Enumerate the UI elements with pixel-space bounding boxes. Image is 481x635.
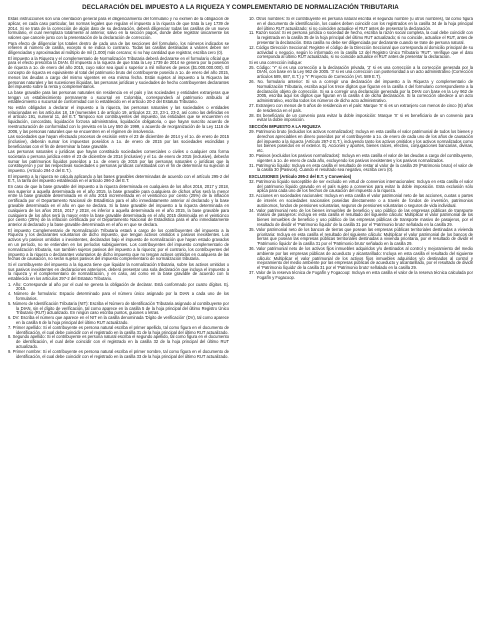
- field-instruction: 5. Número de Identificación Tributaria (NIT): Escriba el Número de Identificación Tributaria asignado al contribuyente por la DIAN, sin el dígito de verificación, tal como aparece en la casilla 5 de la hoja principal del último Registro Único Tributario (RUT) actualizado. En ningún caso escriba puntos, guiones o letras.: [8, 300, 229, 316]
- paragraph: Las personas naturales o jurídicas que hayan constituido sociedades comerciales o civiles o cualquier otra forma societaria o persona jurídica entre el 23 de diciembre de 2014 (inclusive) y el 1o. de enero de 2015 (inclusive), deberán sumar los patrimonios líquidos poseídos a 1o. de enero de 2015 por las personas naturales o jurídicas que la constituyeron y por las respectivas sociedades o personas jurídicas constituidas con el fin de determinar su sujeción al impuesto. (Artículo 294-2 del E.T.).: [8, 149, 229, 174]
- field-instruction: 32. Patrimonio líquido susceptible de ser excluido en virtud de convenios internacionales: Incluya en esta casilla el valor del patrimonio líquido gravado en el país sujeto a convenios para evitar la doble imposición. Esta exclusión sólo aplica para cada uno de los hechos de causación del impuesto a la riqueza.: [249, 178, 473, 194]
- field-instruction: 9. Primer nombre: Si el contribuyente es persona natural escriba el primer nombre, tal como figura en el documento de identificación, el cual debe coincidir con el registrado en la casilla 33 de la hoja principal del último RUT actualizado.: [8, 348, 229, 359]
- paragraph: El impuesto Complementario de Normalización Tributaria estará a cargo de los contribuyentes del impuesto a la Riqueza y los declarantes voluntarios de dicho impuesto, que tengan activos omitidos o pasivos inexistentes. Los activos y/o pasivos omitidos o inexistentes, declarados bajo el impuesto de normalización que hayan estado gravados en un período, no se entienden en los períodos subsiguientes. Los contribuyentes del impuesto complementario de normalización tributaria, son también sujetos pasivos del impuesto a la riqueza; por el contrario, los contribuyentes del impuesto a la riqueza o declarantes voluntarios de dicho impuesto que no tengan activos omitidos en cualquiera de las fechas de causación, no serán sujetos pasivos del impuesto complementario de normalización tributaria.: [8, 227, 229, 262]
- field-instruction: 1. Año: Corresponde al año por el cual se genera la obligación de declarar. Está conformado por cuatro dígitos. Ej. 2015.: [8, 281, 229, 292]
- field-instruction: 30. Pasivos (excluidos los pasivos normalizados): Incluya en esta casilla el valor de las deudas a cargo del contribuyente, vigentes a 1o. de enero de cada año, excluyendo los pasivos inexistentes y los pasivos normalizados.: [249, 152, 473, 163]
- paragraph: Si el contribuyente del impuesto a la riqueza tiene que liquidar la normalización tributaria, sobre los activos omitidos o sus pasivos inexistentes en declaraciones anteriores, deberá presentar una sola declaración que incluya el impuesto a la riqueza y el complementario de normalización, y en caso, así como en la base gravable de acuerdo con lo establecido en los artículos 297-2 del Estatuto Tributario.: [8, 261, 229, 282]
- section-heading-riqueza: SECCIÓN IMPUESTO A LA RIQUEZA: [249, 124, 321, 130]
- paragraph: La base gravable para las personas naturales sin residencia en el país y las sociedades y entidades extranjeras que tengan un establecimiento permanente o sucursal en Colombia, corresponderá al patrimonio atribuido al establecimiento o sucursal de conformidad con lo establecido en el artículo 20-2 del Estatuto Tributario.: [8, 89, 229, 105]
- paragraph: El impuesto a la riqueza se calcula aplicando a las bases gravables determinadas de acuerdo con el artículo 295-2 del E.T., la tarifa del impuesto establecida en el artículo 296-2 del E.T.: [8, 173, 229, 184]
- field-instruction: 10. Otros nombres: Si el contribuyente es persona natural escriba el segundo nombre (u otros nombres), tal como figura en el documento de identificación, los cuales deben coincidir con los registrados en la casilla 34 de la hoja principal del último RUT actualizado; si no coinciden actualice el RUT antes de presentar la declaración.: [249, 17, 473, 31]
- field-instruction: 11. Razón social: Si es persona jurídica o sociedad de hecho, escriba la razón social completa, la cual debe coincidir con la registrada en la casilla 35 de la hoja principal del último RUT actualizado; si no coincide, actualice el RUT, antes de presentar la declaración. Esta casilla no debe ser diligenciada por declarante cuando se trate de persona natural.: [249, 30, 473, 45]
- instructions-right-column: [249, 17, 473, 629]
- field-instruction: 4. Número de formulario: Espacio determinado para el número único asignado por la DIAN a cada uno de los formularios.: [8, 291, 229, 301]
- field-instruction: 6. DV: Escriba el número que aparece en el NIT en la casilla denominada 'Dígito de verificación' (DV), tal como aparece en la casilla 6 de la hoja principal del último RUT actualizado.: [8, 315, 229, 325]
- paragraph: Las sociedades que hayan efectuado procesos de escisión entre el 23 de diciembre de 2014 y el 1o. de enero de 2015 (inclusive), deberán sumar los impuestos poseídos a 1o. de enero de 2015 por las sociedades escindidas y beneficiarias con el fin de determinar la base gravable.: [8, 134, 229, 149]
- paragraph: Para efecto de diligenciar los totales dentro de cada una de las secciones del formulario, los números indicados se refieren al número de casilla, excepto si se indica lo contrario. Todas las casillas destinadas a valores deben ser diligenciadas y aproximadas al múltiplo de mil (1.000) más cercano; si no hay cantidad que registrar, escriba cero (0).: [8, 40, 229, 56]
- field-instruction: 27. Extranjero con menos de 5 años de residencia en el país: Marque 'X' si es un extranjero con menos de cinco (5) años de residencia en el país.: [249, 102, 473, 113]
- field-instruction: 37. Valor de la reserva técnica de Fogafín y Fogacoop: Incluya en esta casilla el valor de la reserva técnica calculada por Fogafín y Fogacoop.: [249, 270, 473, 280]
- field-instruction: 8. Segundo apellido: Si el contribuyente es persona natural escriba el segundo apellido, tal como figura en el documento de identificación, el cual debe coincidir con el registrado en la casilla 32 de la hoja principal del último RUT actualizado.: [8, 334, 229, 349]
- paragraph: No están obligados a declarar el impuesto a la riqueza, las personas naturales y las sociedades o entidades relacionadas en los artículos 18, 19 (numerales 1 de artículo 19, artículos 22, 23, 23-1, 23-2, así como las definidas en el artículo 191, numeral 11, del E.T. Tampoco son contribuyentes del impuesto, las entidades que se encuentren en liquidación, concordato, liquidación forzosa administrativa, liquidación obligatoria, o que hayan suscrito acuerdo de reestructuración de conformidad con lo previsto en la Ley 550 de 1999, o acuerdo de reorganización de la Ley 1116 de 2006, y las personas naturales que se encuentren en el régimen de insolvencia.: [8, 104, 229, 134]
- field-instruction: 12. Código Dirección Seccional: Registre el código de la Dirección Seccional que corresponda al domicilio principal de su actividad o negocio, según lo informado en la casilla 12 del Registro Único Tributario 'RUT'. Verifique que el dato corresponda al último RUT actualizado, si no coincide actualice el RUT antes de presentar la declaración.: [249, 44, 473, 60]
- field-instruction: 31. Patrimonio líquido: Incluya en esta casilla el resultado de restar al valor de la casilla 29 (Patrimonio bruto) el valor de la casilla 30 (Pasivos). Cuando el resultado sea negativo, escriba cero (0).: [249, 162, 473, 173]
- paragraph: Si es una corrección indique:: [249, 59, 303, 65]
- field-instruction: 34. Valor patrimonial neto de los bienes inmuebles de beneficio y uso público de las empresas públicas de transporte masivo de pasajeros: incluya en esta casilla el resultado del siguiente cálculo: Multiplicar el valor patrimonial de los bienes inmuebles de beneficio y uso público de las empresas públicas de transporte masivo de pasajeros, por el resultado de dividir el 'Patrimonio líquido' de la casilla 31 por el 'Patrimonio bruto' señalado en la casilla 29.: [249, 207, 473, 228]
- instructions-left-column: [8, 17, 229, 629]
- field-instruction: 33. Acciones en sociedades nacionales: Incluya en esta casilla el valor patrimonial neto de las acciones, cuotas o partes de interés en sociedades nacionales poseídas directamente o a través de fondos de inversión, patrimonios autónomos, fondos de pensiones voluntarias, seguros de pensiones voluntarias o seguros de vida individual.: [249, 193, 473, 208]
- paragraph: Estas instrucciones son una orientación general para el diligenciamiento del formulario y no eximen de la obligación de aplicar, en cada caso particular, las normas legales que regulan el impuesto a la riqueza de que trata la Ley 1739 de 2014. Si se trata de la corrección de algún dato de su declaración, deberá diligenciar todas las casillas de un nuevo formulario, el cual reemplaza totalmente al anterior, salvo en la sección pagos, donde debe registrar únicamente los valores que cancele junto con la presentación de la declaración de corrección.: [8, 17, 229, 41]
- field-instruction: 7. Primer apellido: Si el contribuyente es persona natural escriba el primer apellido, tal como figura en el documento de identificación, el cual debe coincidir con el registrado en la casilla 31 de la hoja principal del último RUT actualizado.: [8, 324, 229, 335]
- section-heading-exclusiones: EXCLUSIONES (Artículo 295-2 del E.T. y Convenios): [249, 174, 352, 180]
- field-instruction: 36. Valor patrimonial neto de los activos fijos inmuebles adquiridos y/o destinados al control y mejoramiento del medio ambiente por las empresas públicas de acueducto y alcantarillado: Incluya en esta casilla el resultado del siguiente cálculo: Multiplicar el valor patrimonial de los activos fijos inmuebles adquiridos y/o destinados al control y mejoramiento del medio ambiente por las empresas públicas de acueducto y alcantarillado, por el resultado de dividir el 'Patrimonio líquido' de la casilla 31 por el 'Patrimonio bruto' señalado en la casilla 29.: [249, 246, 473, 271]
- field-instruction: 29. Patrimonio bruto (incluidos los activos normalizados): Incluya en esta casilla el valor patrimonial de todos los bienes y derechos apreciables en dinero poseídos por el contribuyente a 1o. de enero de cada uno de los años de causación del impuesto a la riqueza (Artículo 297-2 E.T.), incluyendo tanto los activos omitidos y los activos normalizados como los bienes poseídos en el exterior. Ej. Acciones y aportes, bienes raíces, efectivo, conjugaciones bancarias, divisas, etc.: [249, 128, 473, 154]
- field-instruction: 25. Código: 'Y' si es una corrección a la declaración privada, '2' si es una corrección a la corrección generada por la DIAN, con base en la Ley 962 de 2005. '3' si es una corrección con posterioridad a un acto administrativo (Corrección artículos 589, 687, E.T.) y 'Y' Proyecto de Corrección (Art. 589 E.T).: [249, 64, 473, 80]
- field-instruction: 28. Es beneficiario de un convenio para evitar la doble imposición: Marque 'X' si es beneficiario de un convenio para evitar la doble imposición.: [249, 112, 473, 123]
- field-instruction: 26. No. formulario anterior: Si va a corregir una declaración del impuesto a la Riqueza y complementario de Normalización Tributaria, escriba aquí los trece dígitos que figuran en la casilla 4 del formulario correspondiente a la declaración objeto de corrección. Si va a corregir una declaración generada por la DIAN con base en la Ley 962 de 2005, escriba aquí los dígitos que figuran en la casilla 4 de dicha declaración. Si la corrección obedece a un acto administrativo, escriba todos los números de dicho acto administrativo.: [249, 78, 473, 104]
- field-instruction: 35. Valor patrimonial neto de los bancos de tierras que posean las empresas públicas territoriales destinadas a vivienda prioritaria: Incluya en esta casilla el resultado del siguiente cálculo: Multiplicar el valor patrimonial de los bancos de tierras que posean las empresas públicas territoriales destinadas a vivienda prioritaria, por el resultado de dividir el 'Patrimonio líquido' de la casilla 31 por el 'Patrimonio bruto' señalado en la casilla 29.: [249, 226, 473, 247]
- paragraph: En caso de que la base gravable del impuesto a la riqueza determinada en cualquiera de los años 2016, 2017 y 2018, sea superior a aquella determinada en el año 2015, la base gravable para cualquiera de dichos años será la menor entre la base gravable determinada en el año 2015 incrementada en el veinticinco por ciento (25%) de la inflación certificada por el Departamento Nacional de Estadística para el año inmediatamente anterior al declarado y la base gravable determinada en el año en que se declara. Si la base gravable del impuesto a la riqueza determinada en cualquiera de los años 2016, 2017 y 2018, es inferior a aquella determinada en el año 2015, la base gravable para cualquiera de los años será la mayor entre la base gravable determinada en el año 2015 disminuida en el veinticinco por ciento (25%) de la inflación certificada por el Departamento Nacional de Estadística para el año inmediatamente anterior al declarado y la base gravable determinada en el año en que se declara.: [8, 183, 229, 228]
- paragraph: El impuesto a la Riqueza y el complementario de Normalización Tributaria deberá declararse en el formulario oficial que para el efecto prescriba la DIAN. El impuesto a la riqueza de que trata la Ley 1739 de 2014 se genera por la posesión de riqueza a 1o. de enero del año 2015, cuyo valor sea igual o superior a mil millones de pesos ($1.000.000.000). El concepto de riqueza es equivalente al total del patrimonio bruto del contribuyente poseído a 1o. de enero del año 2015, menos las deudas a cargo del mismo vigentes en esa misma fecha. Están sujetos al impuesto a la Riqueza las personas naturales y las sucesiones ilíquidas, las personas jurídicas y sociedades de hecho contribuyentes declarantes del impuesto sobre la renta y complementarios.: [8, 55, 229, 90]
- document-title: DECLARACIÓN DEL IMPUESTO A LA RIQUEZA Y COMPLEMENTARIO DE NORMALIZACIÓN TRIBUTARIA: [82, 4, 399, 11]
